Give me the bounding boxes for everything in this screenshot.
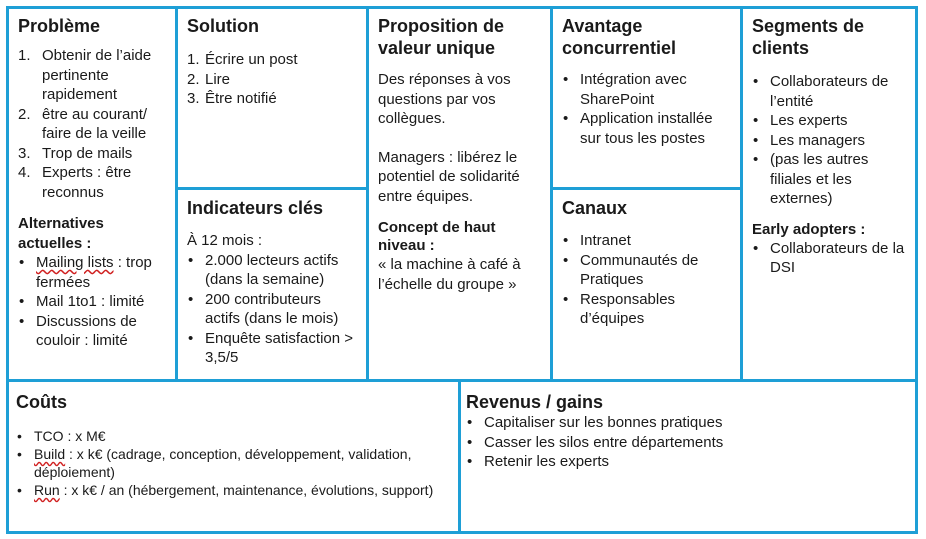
list-item: • Mail 1to1 : limité [18,292,167,312]
avantage-title: Avantage concurrentiel [562,16,677,58]
avantage-list [562,70,732,148]
list-item: • Application installée sur tous les postes [562,109,732,148]
revenus-title: Revenus / gains [466,392,604,412]
indicateurs-cell [175,187,369,382]
couts-list [16,427,452,499]
list-item: 4. Experts : être reconnus [18,164,132,201]
couts-title: Coûts [16,392,67,412]
proposition-text-1: Des réponses à vos questions par vos collègues. [378,71,511,127]
alternatives-list [18,253,167,351]
segments-list [752,72,907,209]
probleme-cell [6,6,178,382]
canaux-title: Canaux [562,198,628,218]
list-item: • Enquête satisfaction > 3,5/5 [187,329,358,368]
list-item: • Intégration avec SharePoint [562,70,732,109]
list-item: • 2.000 lecteurs actifs (dans la semaine) [187,251,358,290]
early-adopters-list [752,239,907,278]
list-item: • Responsables d’équipes [562,290,732,329]
solution-list [187,50,358,109]
probleme-title: Problème [18,16,101,36]
list-item: • Casser les silos entre départements [466,433,907,453]
canaux-cell [550,187,743,382]
list-item: • Collaborateurs de la DSI [752,239,907,278]
list-item: 1. Obtenir de l’aide pertinente rapidement [18,47,152,103]
list-item: 3. Trop de mails [18,144,133,162]
list-item: 2. être au courant/ faire de la veille [18,105,148,142]
list-item: • Intranet [562,231,732,251]
proposition-text-2: Managers : libérez le potentiel de solidarité entre équipes. [378,148,520,205]
revenus-cell [458,379,918,534]
list-item: 1. Écrire un post [187,51,298,68]
list-item: • Mailing lists : trop fermées [18,253,167,292]
probleme-list [18,46,167,202]
list-item: • Les experts [752,111,907,131]
concept-text: « la machine à café à l’échelle du groupe » [378,256,521,293]
proposition-cell [366,6,553,382]
concept-title: Concept de haut niveau : [378,219,496,254]
list-item: • Communautés de Pratiques [562,251,732,290]
indicateurs-title: Indicateurs clés [187,198,324,218]
canaux-list [562,231,732,329]
list-item: • TCO : x M€ [16,427,452,445]
list-item: • (pas les autres filiales et les externes) [752,150,907,209]
solution-cell [175,6,369,193]
revenus-list [466,413,907,472]
list-item: • Capitaliser sur les bonnes pratiques [466,413,907,433]
proposition-title: Proposition de valeur unique [378,16,504,58]
list-item: 2. Lire [187,70,231,88]
indicateurs-intro: À 12 mois : [187,232,263,249]
alternatives-title: Alternatives actuelles : [18,215,104,252]
list-item: • Retenir les experts [466,452,907,472]
list-item: • Collaborateurs de l’entité [752,72,907,111]
list-item: • Discussions de couloir : limité [18,312,167,351]
couts-cell [6,379,461,534]
list-item: • 200 contributeurs actifs (dans le mois) [187,290,358,329]
solution-title: Solution [187,16,259,36]
indicateurs-list [187,251,358,368]
avantage-cell [550,6,743,193]
early-adopters-title: Early adopters : [752,220,866,238]
list-item: • Les managers [752,131,907,151]
list-item: • Build : x k€ (cadrage, conception, développement, validation, déploiement) [16,445,452,481]
list-item: 3. Être notifié [187,90,277,107]
segments-title: Segments de clients [752,16,865,58]
segments-cell [740,6,918,382]
list-item: • Run : x k€ / an (hébergement, maintenance, évolutions, support) [16,481,452,499]
